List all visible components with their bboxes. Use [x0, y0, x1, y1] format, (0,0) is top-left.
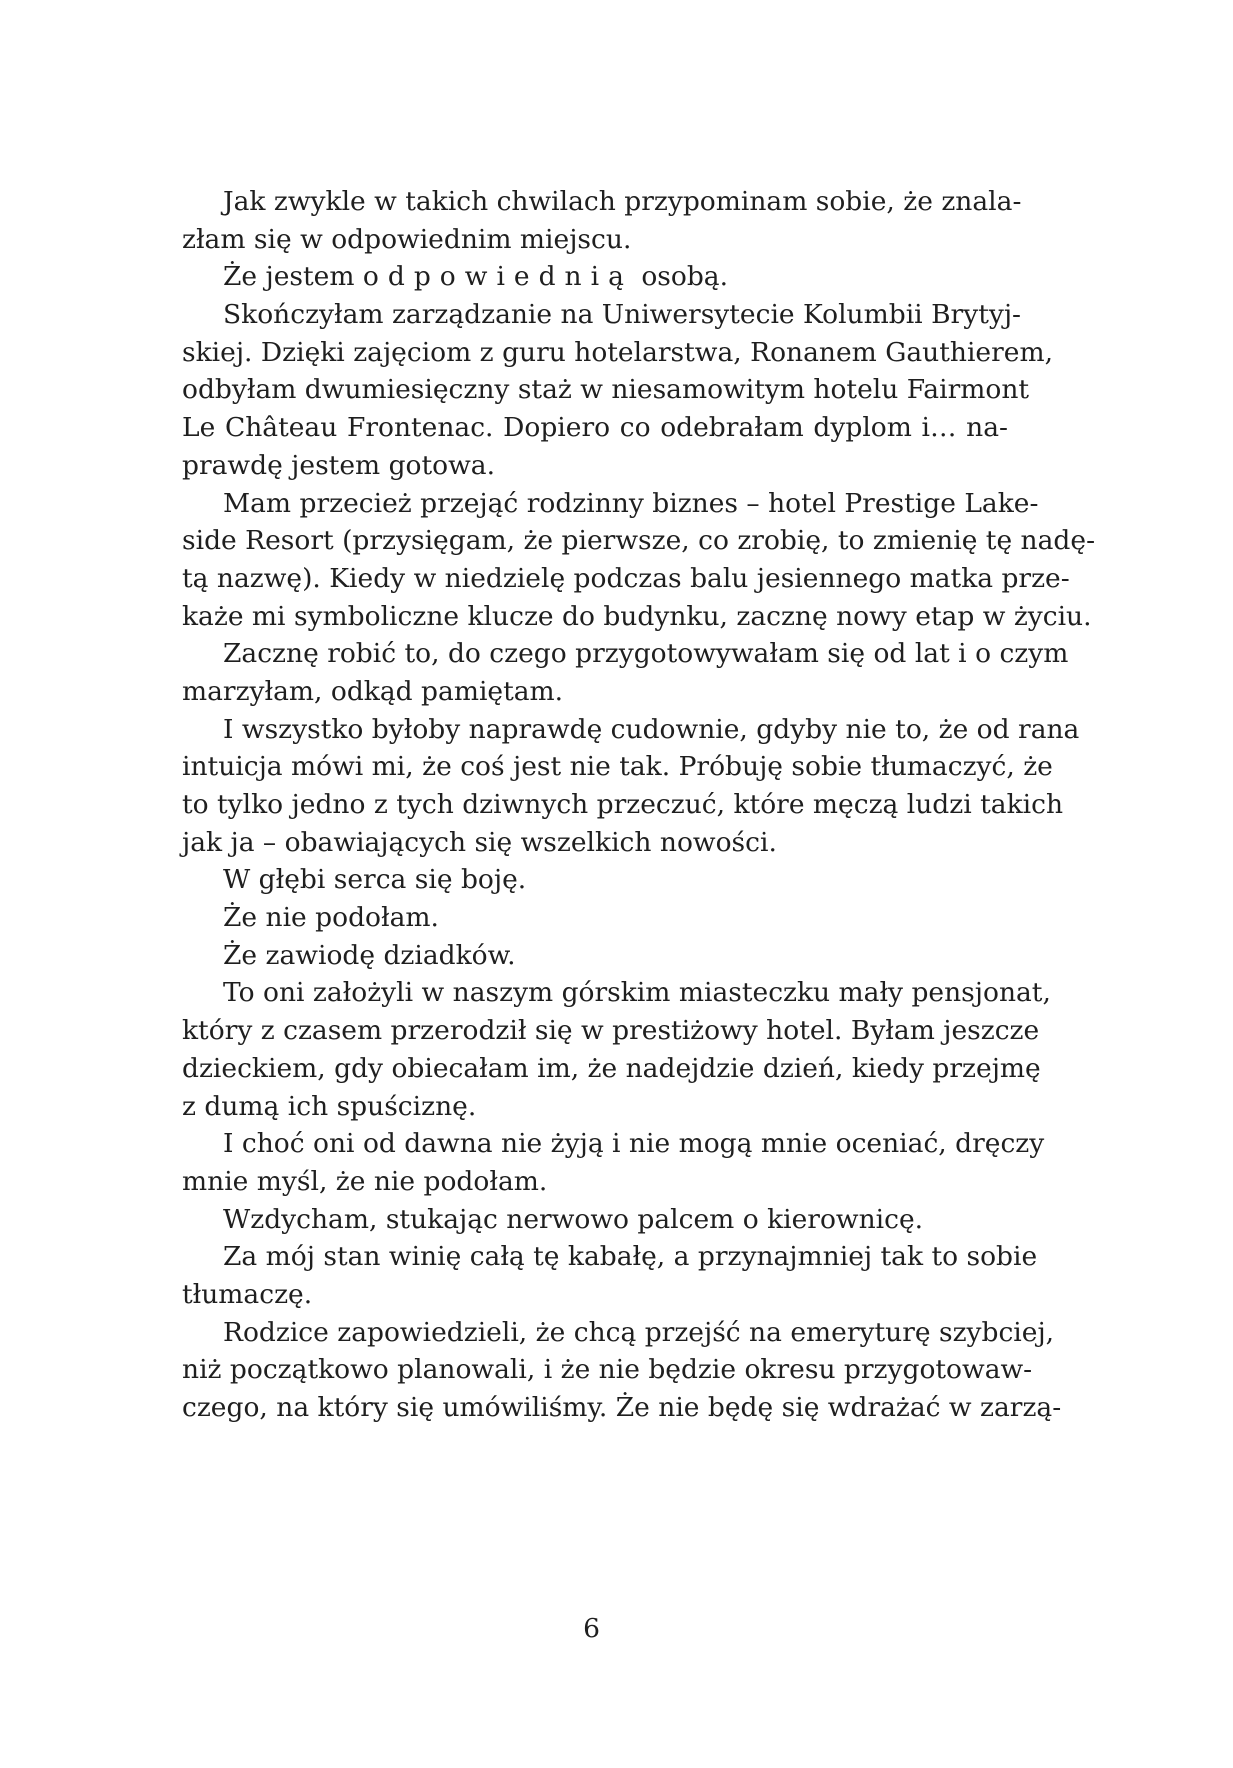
text-line: To oni założyli w naszym górskim miasteczku mały pensjonat,: [223, 977, 1051, 1009]
text-line: to tylko jedno z tych dziwnych przeczuć, które męczą ludzi takich: [182, 789, 1064, 820]
text-line: Le Château Frontenac. Dopiero co odebrałam dyplom i… na-: [182, 412, 1008, 444]
text-line: Że zawiodę dziadków.: [223, 939, 516, 971]
page-number: 6: [583, 1613, 600, 1644]
text-line: tłumaczę.: [182, 1278, 313, 1310]
text-line: W głębi serca się boję.: [223, 864, 527, 896]
text-line: dzieckiem, gdy obiecałam im, że nadejdzie dzień, kiedy przejmę: [182, 1052, 1041, 1084]
text-line: marzyłam, odkąd pamiętam.: [182, 675, 564, 707]
text-line: niż początkowo planowali, i że nie będzie okresu przygotowaw-: [182, 1354, 1033, 1386]
text-line: Mam przecież przejąć rodzinny biznes – hotel Prestige Lake-: [223, 487, 1039, 519]
text-line: czego, na który się umówiliśmy. Że nie będę się wdrażać w zarzą-: [182, 1392, 1062, 1423]
text-fragment: Że jestem: [223, 261, 355, 293]
text-line: Że nie podołam.: [223, 902, 439, 934]
text-line: skiej. Dzięki zajęciom z guru hotelarstwa, Ronanem Gauthierem,: [182, 336, 1054, 368]
text-line-emphasis: [182, 258, 1008, 296]
text-fragment: osobą.: [632, 261, 729, 293]
text-line: Zacznę robić to, do czego przygotowywałam się od lat i o czym: [223, 638, 1069, 670]
text-line: I wszystko byłoby naprawdę cudownie, gdyby nie to, że od rana: [223, 713, 1080, 745]
spaced-emphasis-word: odpowiednią: [362, 261, 633, 293]
text-line: Jak zwykle w takich chwilach przypominam sobie, że znala-: [223, 186, 1022, 217]
text-line: Rodzice zapowiedzieli, że chcą przejść na emeryturę szybciej,: [223, 1316, 1055, 1348]
text-line: Za mój stan winię całą tę kabałę, a przynajmniej tak to sobie: [223, 1241, 1038, 1273]
text-line: odbyłam dwumiesięczny staż w niesamowitym hotelu Fairmont: [182, 374, 1030, 406]
text-line: prawdę jestem gotowa.: [182, 449, 495, 481]
text-line: złam się w odpowiednim miejscu.: [182, 223, 632, 255]
text-line: z dumą ich spuściznę.: [182, 1090, 477, 1122]
text-line: intuicja mówi mi, że coś jest nie tak. Próbuję sobie tłumaczyć, że: [182, 751, 1053, 783]
text-line: Skończyłam zarządzanie na Uniwersytecie Kolumbii Brytyj-: [223, 299, 1021, 331]
text-line: tą nazwę). Kiedy w niedzielę podczas balu jesiennego matka prze-: [182, 562, 1070, 594]
text-line: każe mi symboliczne klucze do budynku, zacznę nowy etap w życiu.: [182, 600, 1092, 632]
text-line: jak ja – obawiających się wszelkich nowości.: [182, 826, 777, 858]
body-text: [182, 183, 1096, 1427]
text-line: I choć oni od dawna nie żyją i nie mogą mnie oceniać, dręczy: [223, 1128, 1045, 1160]
text-line: mnie myśl, że nie podołam.: [182, 1165, 548, 1197]
text-line: Wzdycham, stukając nerwowo palcem o kierownicę.: [223, 1203, 924, 1235]
text-line: side Resort (przysięgam, że pierwsze, co zrobię, to zmienię tę nadę-: [182, 525, 1096, 557]
text-line: który z czasem przerodził się w prestiżowy hotel. Byłam jeszcze: [182, 1015, 1040, 1047]
